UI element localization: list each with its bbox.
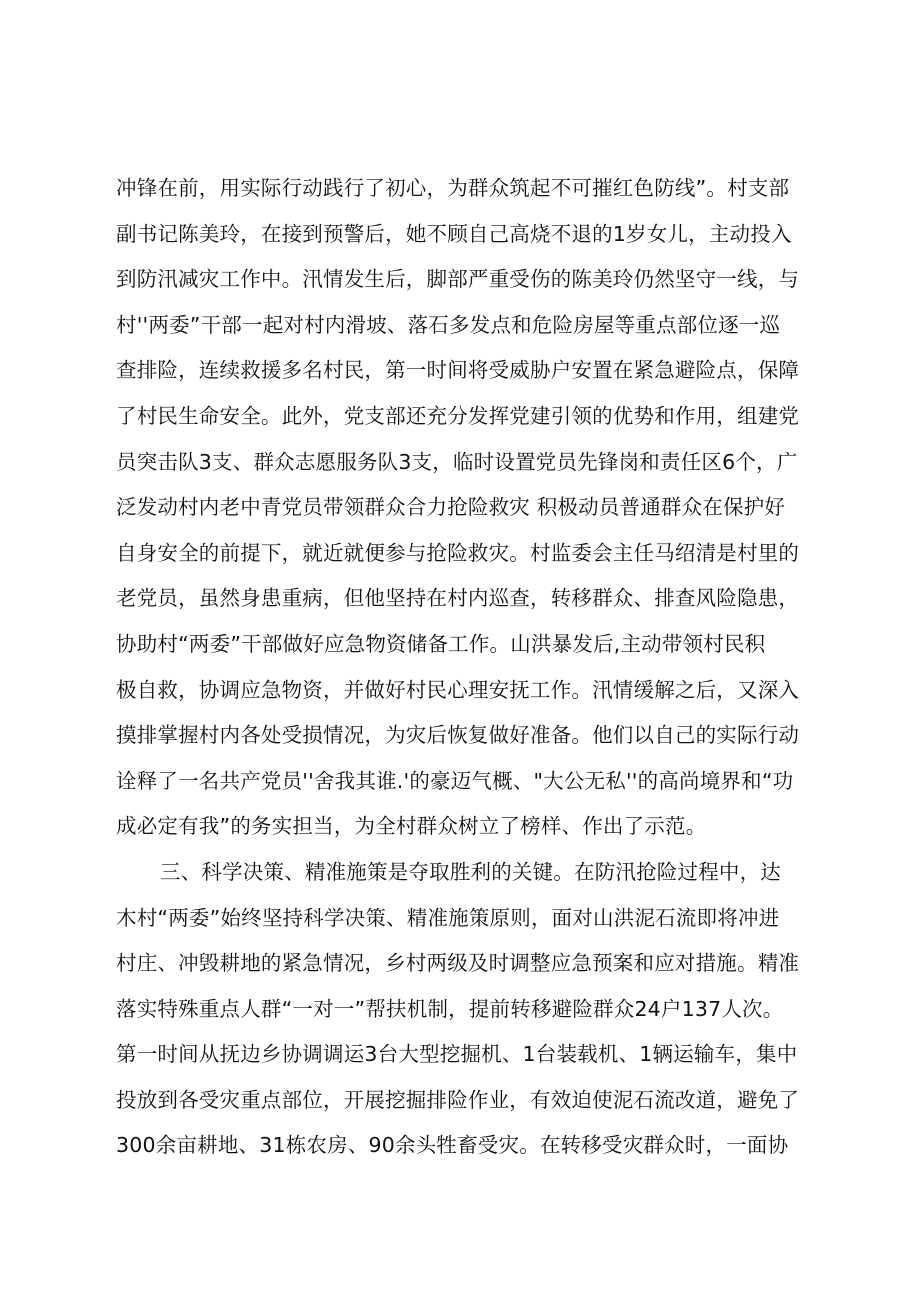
section-heading-line: 三、科学决策、精准施策是夺取胜利的关键。在防汛抢险过程中，达 [160,859,781,884]
text-line: 查排险，连续救援多名村民，第一时间将受威胁户安置在紧急避险点，保障 [116,358,800,383]
text-line: 协助村“两委”干部做好应急物资储备工作。山洪暴发后,主动带领村民积 [116,631,766,656]
text-line: 员突击队3支、群众志愿服务队3支，临时设置党员先锋岗和责任区6个，广 [116,449,798,474]
text-line: 投放到各受灾重点部位，开展挖掘排险作业，有效迫使泥石流改道，避免了 [116,1087,800,1112]
text-line: 副书记陈美玲，在接到预警后，她不顾自己高烧不退的1岁女儿，主动投入 [116,221,792,246]
text-line: 极自救，协调应急物资，并做好村民心理安抚工作。汛情缓解之后，又深入 [116,677,800,702]
text-line: 村''两委”干部一起对村内滑坡、落石多发点和危险房屋等重点部位逐一巡 [116,312,781,337]
text-line: 第一时间从抚边乡协调调运3台大型挖掘机、1台装载机、1辆运输车，集中 [116,1042,798,1067]
text-line: 冲锋在前，用实际行动践行了初心，为群众筑起不可摧红色防线”。村支部 [116,176,790,200]
text-line: 了村民生命安全。此外，党支部还充分发挥党建引领的优势和作用，组建党 [116,403,800,428]
text-line: 老党员，虽然身患重病，但他坚持在村内巡查，转移群众、排查风险隐患， [116,586,800,611]
body-text [116,166,824,1169]
text-line: 木村“两委”始终坚持科学决策、精准施策原则，面对山洪泥石流即将冲进 [116,905,780,930]
text-line: 泛发动村内老中青党员带领群众合力抢险救灾 积极动员普通群众在保护好 [116,495,786,520]
text-line: 落实特殊重点人群“一对一”帮扶机制，提前转移避险群众24户137人次。 [116,996,784,1021]
text-line: 成必定有我”的务实担当，为全村群众树立了榜样、作出了示范。 [116,814,707,839]
text-line: 300余亩耕地、31栋农房、90余头牲畜受灾。在转移受灾群众时，一面协 [116,1133,789,1158]
text-line: 村庄、冲毁耕地的紧急情况，乡村两级及时调整应急预案和应对措施。精准 [116,951,800,976]
text-line: 到防汛减灾工作中。汛情发生后，脚部严重受伤的陈美玲仍然坚守一线，与 [116,267,800,292]
text-line: 自身安全的前提下，就近就便参与抢险救灾。村监委会主任马绍清是村里的 [116,540,800,565]
text-line: 摸排掌握村内各处受损情况，为灾后恢复做好准备。他们以自己的实际行动 [116,723,800,748]
text-line: 诠释了一名共产党员''舍我其谁.'的豪迈气概、"大公无私''的高尚境界和“功 [116,768,794,793]
